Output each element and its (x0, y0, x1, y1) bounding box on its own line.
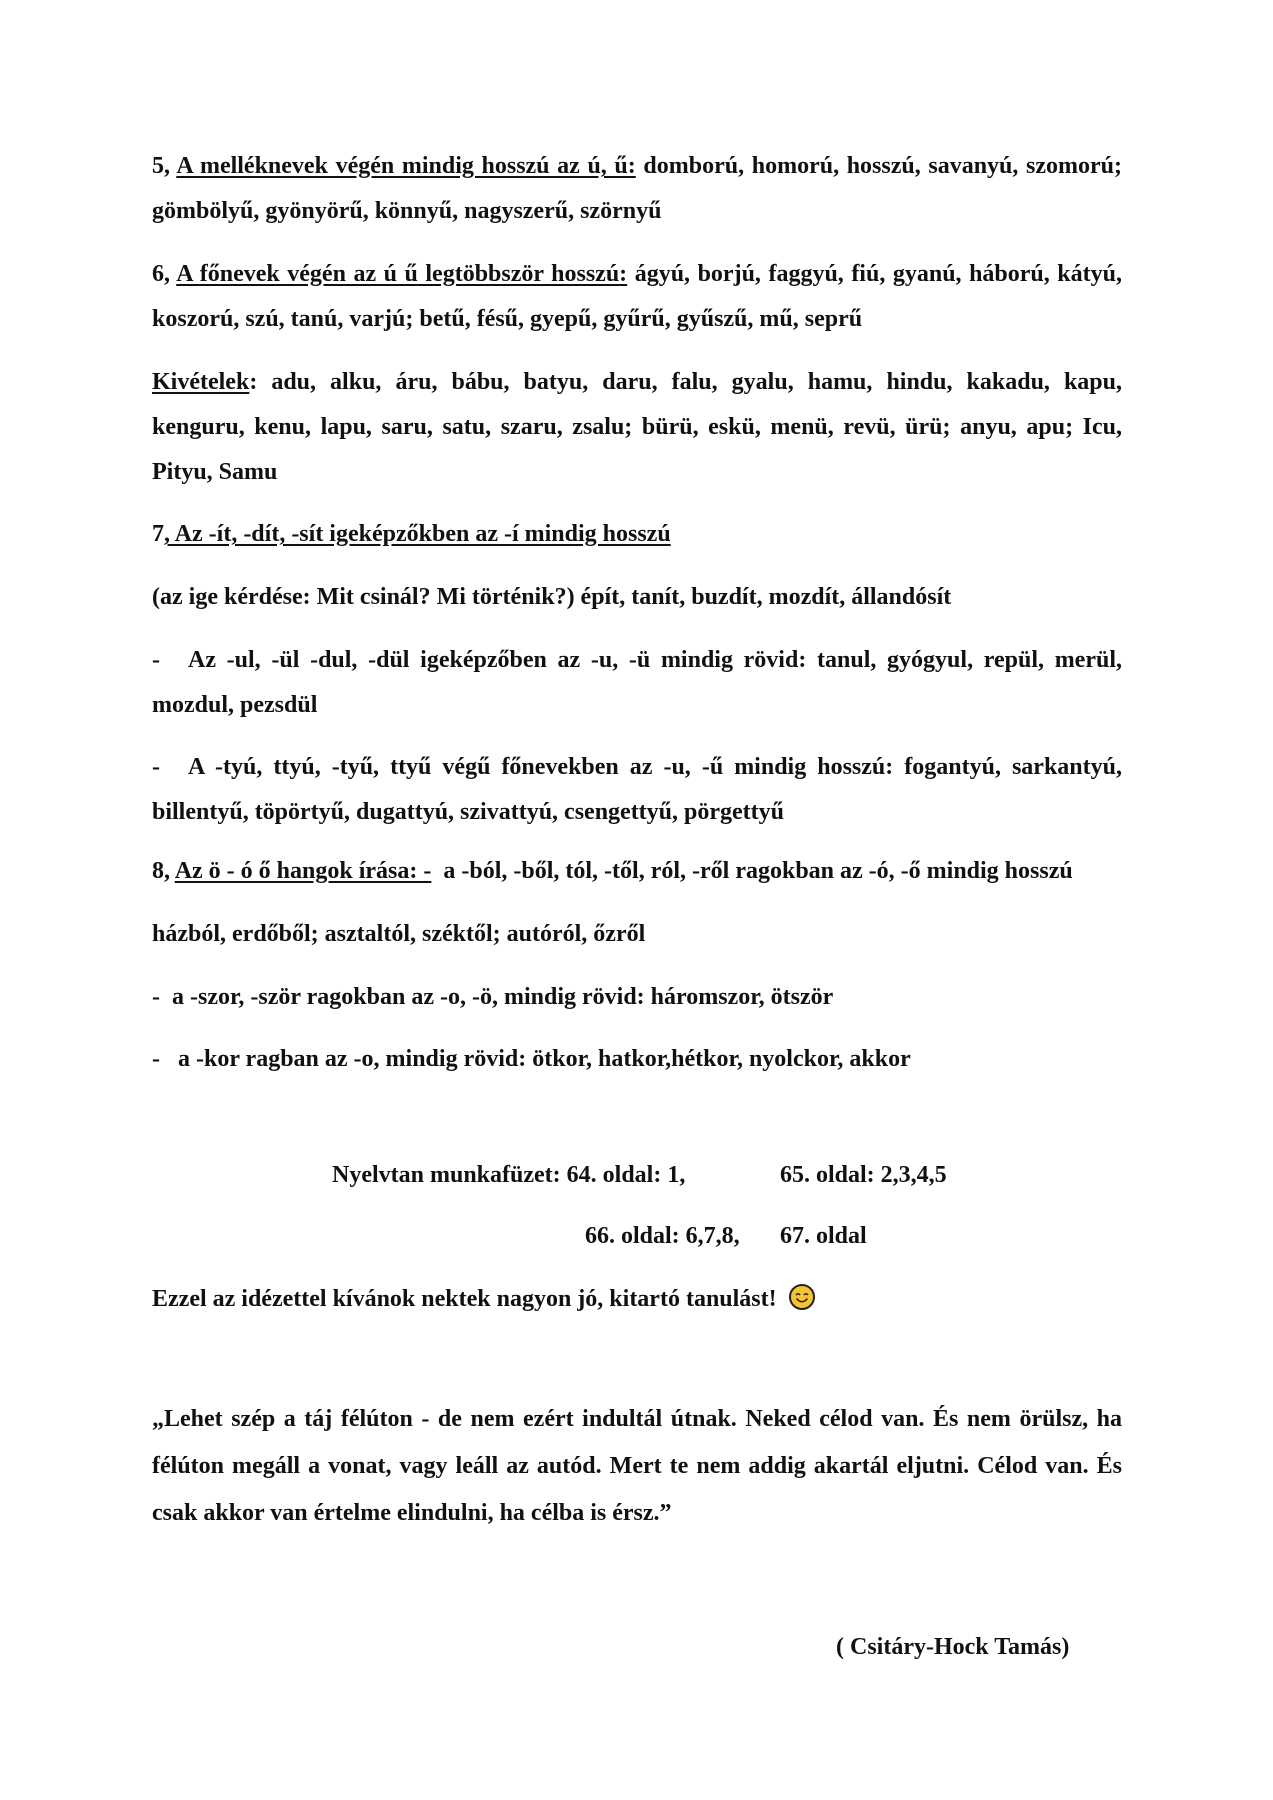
section-5-text: domború, homorú, hosszú, savanyú, szomorú; gömbölyű, gyönyörű, könnyű, nagyszerű, szörnyű (152, 153, 1122, 224)
bullet-dash: - (152, 754, 160, 780)
bullet-dash: - (152, 984, 160, 1010)
section-7-number: 7 (152, 521, 164, 547)
homework-page-65: 65. oldal: 2,3,4,5 (780, 1162, 947, 1188)
section-6-title: A főnevek végén az ú ű legtöbbször hosszú: (176, 261, 628, 287)
section-8-bullet-2-text: a -kor ragban az -o, mindig rövid: ötkor, hatkor,hétkor, nyolckor, akkor (178, 1046, 911, 1072)
section-7-bullet-1-text: Az -ul, -ül -dul, -dül igeképzőben az -u, -ü mindig rövid: tanul, gyógyul, repül, merül, mozdul, pezsdül (152, 647, 1122, 718)
section-5-number: 5, (152, 153, 170, 179)
section-8-number: 8, (152, 858, 170, 884)
homework-page-66: 66. oldal: 6,7,8, (585, 1223, 740, 1249)
section-7-heading (152, 512, 1122, 557)
section-8-bullet-1-text: a -szor, -ször ragokban az -o, -ö, mindig rövid: háromszor, ötször (172, 984, 834, 1010)
homework-label: Nyelvtan munkafüzet: 64. oldal: 1, (332, 1162, 686, 1188)
section-8-bullet-1 (152, 975, 1122, 1020)
exceptions-label: Kivételek (152, 369, 250, 395)
exceptions-text: : adu, alku, áru, bábu, batyu, daru, falu, gyalu, hamu, hindu, kakadu, kapu, kenguru, kenu, lapu, saru, satu, szaru, zsalu; bürü, eskü, menü, revü, ürü; anyu, apu; Icu, Pityu, Samu (152, 369, 1122, 485)
section-6-number: 6, (152, 261, 170, 287)
section-7-bullet-2 (152, 745, 1122, 835)
section-5 (152, 144, 1122, 234)
quote-author: ( Csitáry-Hock Tamás) (836, 1634, 1070, 1660)
bullet-dash: - (152, 647, 160, 673)
quote: „Lehet szép a táj félúton - de nem ezért indultál útnak. Neked célod van. És nem örülsz, ha félúton megáll a vonat, vagy leáll az autód. Mert te nem addig akartál eljutni. Célod van. És csak akkor van értelme elindulni, ha célba is érsz.” (152, 1406, 1122, 1526)
section-6 (152, 252, 1122, 342)
section-5-title: A melléknevek végén mindig hosszú az ú, ű: (176, 153, 636, 179)
exceptions (152, 360, 1122, 495)
wish-text: Ezzel az idézettel kívánok nektek nagyon jó, kitartó tanulást! (152, 1286, 777, 1312)
section-8-title: Az ö - ó ő hangok írása: - (174, 858, 432, 884)
section-8-examples: házból, erdőből; asztaltól, széktől; autóról, őzről (152, 921, 646, 947)
section-7-bullet-1 (152, 638, 1122, 728)
section-8-bullet-2 (152, 1037, 1122, 1082)
section-7-line: (az ige kérdése: Mit csinál? Mi történik?) épít, tanít, buzdít, mozdít, állandósít (152, 584, 952, 610)
section-7-title: , Az -ít, -dít, -sít igeképzőkben az -í mindig hosszú (164, 521, 671, 547)
bullet-dash: - (152, 1046, 160, 1072)
section-8-text: a -ból, -ből, tól, -től, ról, -ről ragokban az -ó, -ő mindig hosszú (443, 858, 1073, 884)
wish-line (152, 1284, 815, 1314)
smiling-face-icon (789, 1284, 815, 1310)
homework-page-67: 67. oldal (780, 1223, 867, 1249)
section-8-heading (152, 849, 1122, 894)
section-6-text: ágyú, borjú, faggyú, fiú, gyanú, háború, kátyú, koszorú, szú, tanú, varjú; betű, fésű, gyepű, gyűrű, gyűszű, mű, seprű (152, 261, 1122, 332)
section-7-bullet-2-text: A -tyú, ttyú, -tyű, ttyű végű főnevekben az -u, -ű mindig hosszú: fogantyú, sarkantyú, billentyű, töpörtyű, dugattyú, szivattyú, csengettyű, pörgettyű (152, 754, 1122, 825)
